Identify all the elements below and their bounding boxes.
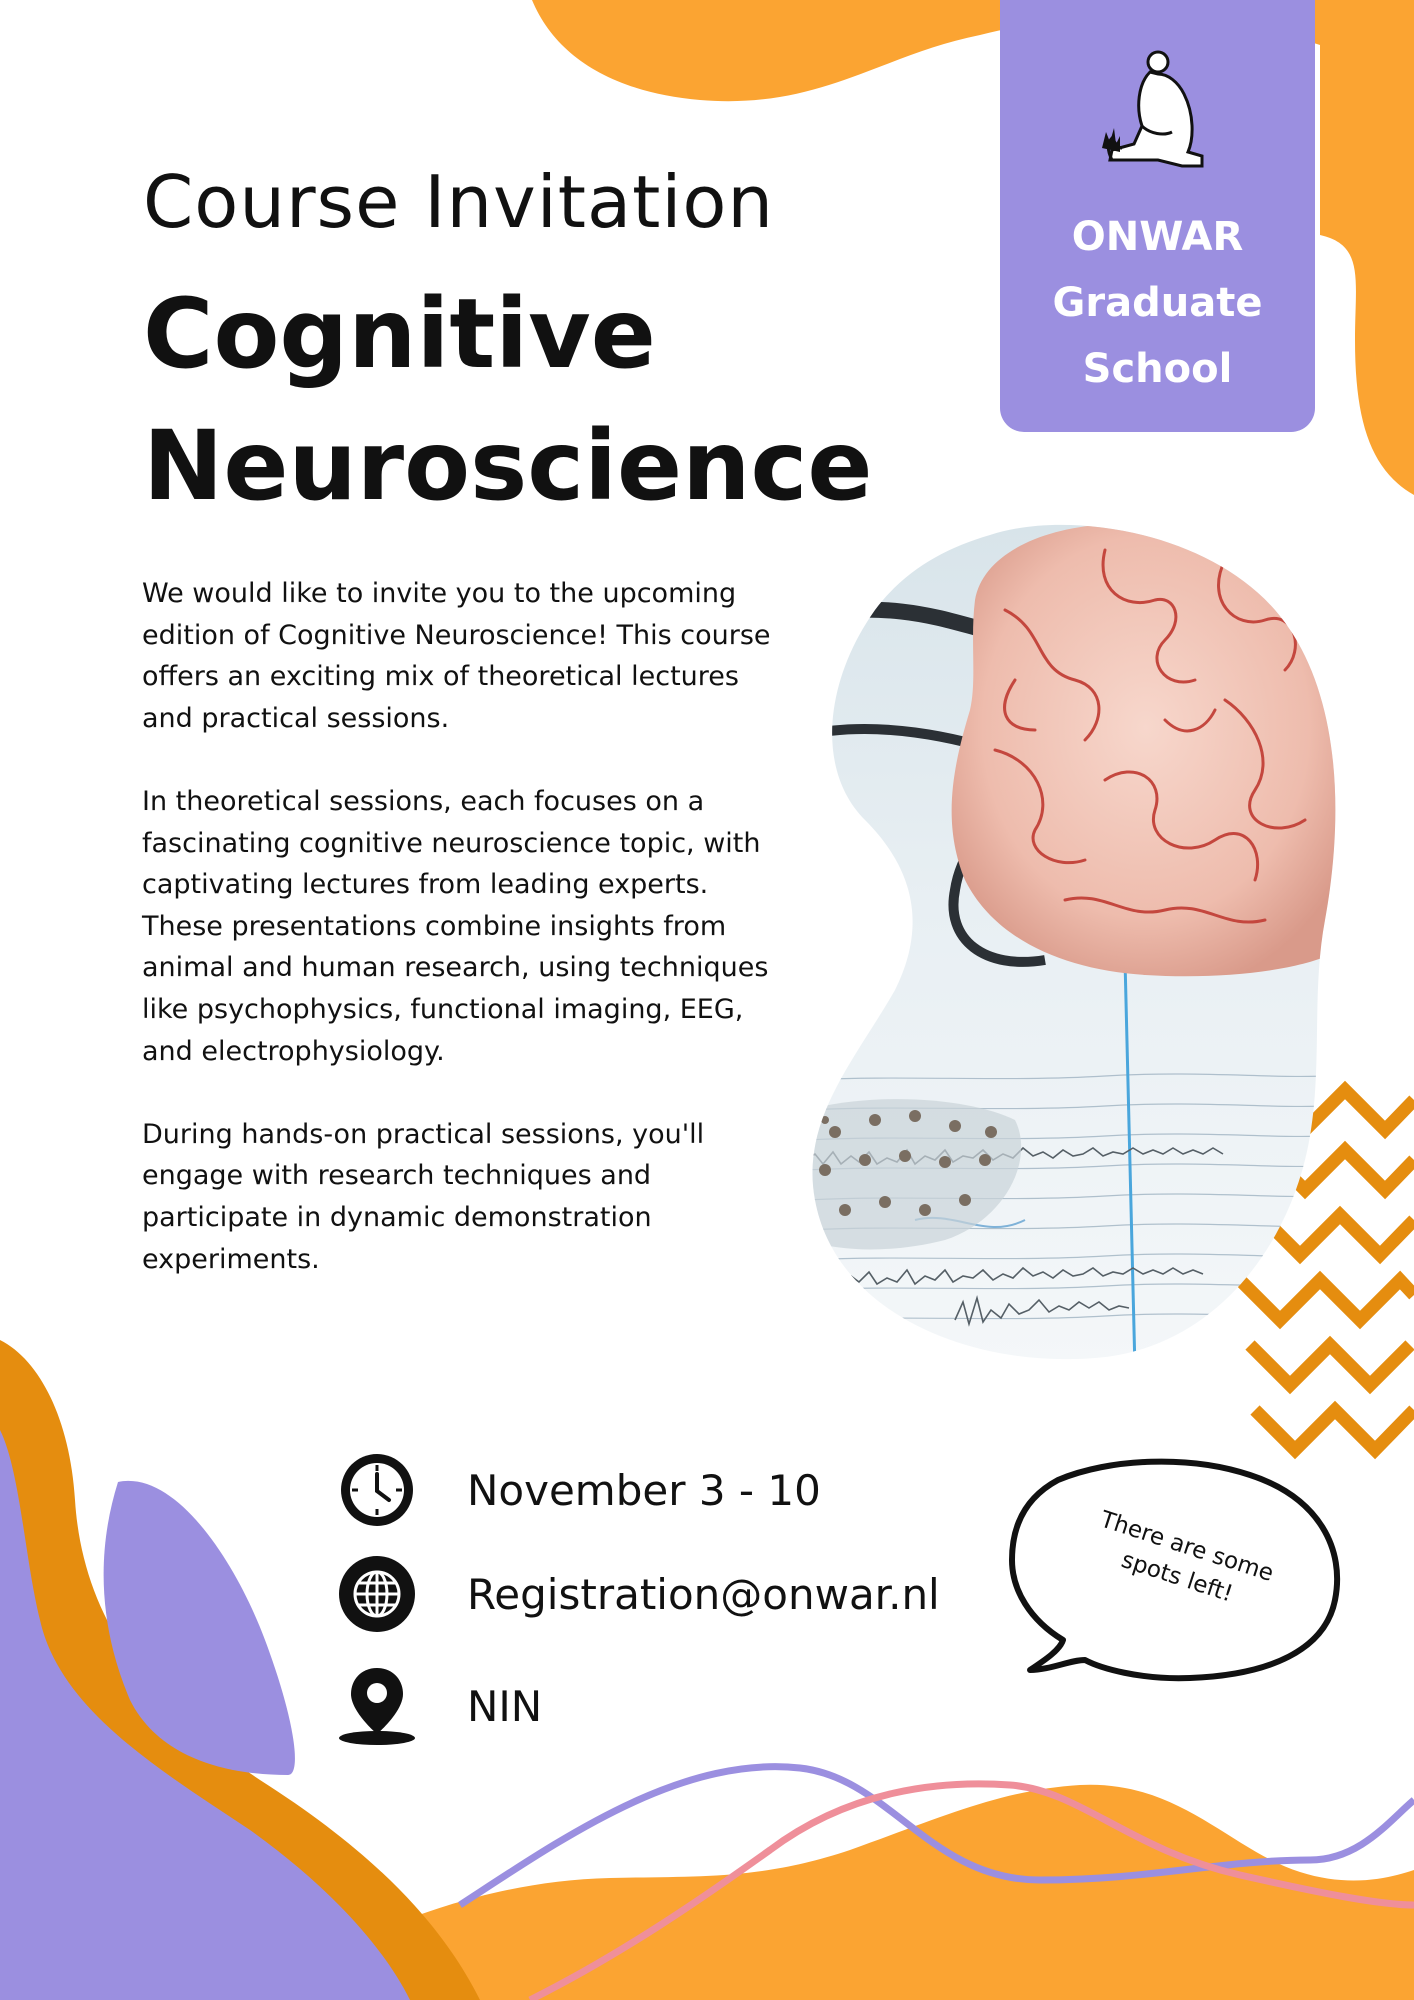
course-title-line-1: Cognitive xyxy=(143,278,656,390)
brain-eeg-photo xyxy=(805,520,1340,1370)
badge-line-2: Graduate xyxy=(1052,280,1263,326)
registration-email[interactable]: Registration@onwar.nl xyxy=(467,1570,940,1619)
course-title xyxy=(143,268,873,532)
onwar-badge-text xyxy=(1000,204,1315,402)
course-invitation-kicker: Course Invitation xyxy=(143,160,775,244)
globe-icon xyxy=(337,1554,417,1634)
badge-line-3: School xyxy=(1082,346,1233,392)
kneeling-figure-logo xyxy=(1098,48,1218,178)
clock-icon xyxy=(337,1450,417,1530)
course-title-line-2: Neuroscience xyxy=(143,410,873,522)
location-pin-icon xyxy=(337,1666,417,1746)
invitation-body xyxy=(142,573,772,1280)
course-dates: November 3 - 10 xyxy=(467,1466,821,1515)
badge-line-1: ONWAR xyxy=(1071,214,1244,260)
onwar-badge xyxy=(1000,0,1315,432)
body-paragraph: In theoretical sessions, each focuses on a fascinating cognitive neuroscience topic, with captivating lectures from leading experts. These presentations combine insights from animal and human research, using techniques like psychophysics, functional imaging, EEG, and electrophysiology. xyxy=(142,785,769,1067)
course-location: NIN xyxy=(467,1682,543,1731)
body-paragraph: We would like to invite you to the upcoming edition of Cognitive Neuroscience! This course offers an exciting mix of theoretical lectures and practical sessions. xyxy=(142,578,771,734)
body-paragraph: During hands-on practical sessions, you'll engage with research techniques and participate in dynamic demonstration experiments. xyxy=(142,1118,705,1275)
spots-left-callout: There are some spots left! xyxy=(1097,1506,1277,1608)
